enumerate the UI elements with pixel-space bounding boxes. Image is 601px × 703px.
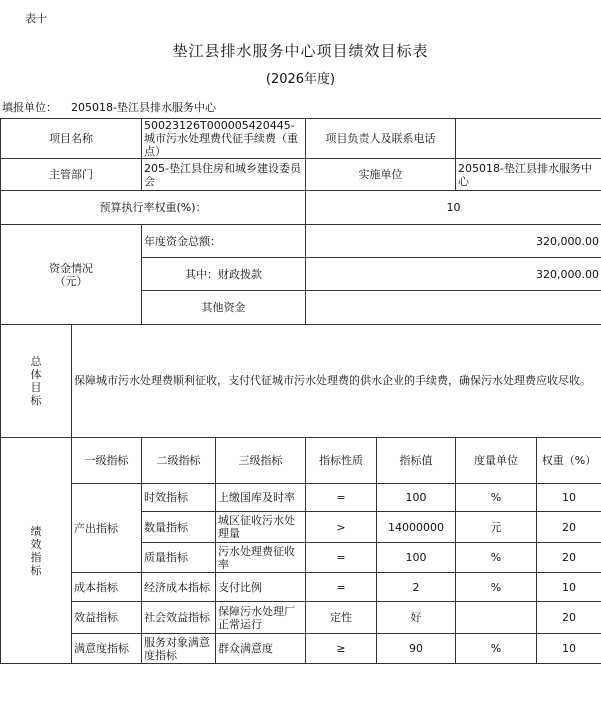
goal-row [1,325,601,438]
l2-cell: 经济成本指标 [142,573,216,602]
header-nature: 指标性质 [306,438,377,484]
leader-value [456,119,601,159]
indicator-label-char: 绩 [30,524,42,538]
l3-cell: 上缴国库及时率 [216,484,306,512]
table-row [1,602,601,634]
nature-cell: = [306,543,377,573]
funds-total-label: 年度资金总额： [142,225,306,258]
header-l1: 一级指标 [72,438,142,484]
filler-unit [2,99,216,115]
header-value: 指标值 [377,438,456,484]
leader-label: 项目负责人及联系电话 [306,119,456,159]
unit-cell: 元 [456,512,537,543]
indicator-label-char: 标 [30,563,42,577]
unit-cell [456,602,537,634]
impl-value: 205018-垫江县排水服务中心 [456,159,601,191]
value-cell: 2 [377,573,456,602]
funds-total-row [1,225,601,258]
header-weight: 权重（%） [537,438,601,484]
l3-cell: 保障污水处理厂正常运行 [216,602,306,634]
unit-cell: % [456,634,537,664]
weight-cell: 10 [537,634,601,664]
dept-label: 主管部门 [1,159,142,191]
value-cell: 90 [377,634,456,664]
nature-cell: = [306,484,377,512]
indicator-label-char: 效 [30,537,42,551]
unit-cell: % [456,573,537,602]
filler-label: 填报单位： [2,101,57,114]
funds-label [1,225,142,325]
table-row [1,634,601,664]
value-cell: 好 [377,602,456,634]
impl-label: 实施单位 [306,159,456,191]
performance-table [0,118,601,664]
indicator-label [1,438,72,664]
funds-label-line1: 资金情况 [49,261,93,275]
value-cell: 14000000 [377,512,456,543]
l3-cell: 污水处理费征收率 [216,543,306,573]
value-cell: 100 [377,484,456,512]
output-indicator-label: 产出指标 [72,484,142,573]
page-title: 垫江县排水服务中心项目绩效目标表 [172,42,429,60]
funds-other-value [306,291,601,325]
l3-cell: 支付比例 [216,573,306,602]
l2-cell: 时效指标 [142,484,216,512]
weight-cell: 10 [537,573,601,602]
indicator-label-char: 指 [30,550,42,564]
budget-weight-row [1,191,601,225]
nature-cell: ≥ [306,634,377,664]
table-row [1,573,601,602]
nature-cell: 定性 [306,602,377,634]
weight-cell: 20 [537,512,601,543]
dept-row [1,159,601,191]
l1-cell: 效益指标 [72,602,142,634]
l1-cell: 满意度指标 [72,634,142,664]
weight-cell: 10 [537,484,601,512]
dept-value: 205-垫江县住房和城乡建设委员会 [142,159,306,191]
weight-cell: 20 [537,543,601,573]
nature-cell: = [306,573,377,602]
goal-label [1,325,72,438]
unit-cell: % [456,484,537,512]
l2-cell: 质量指标 [142,543,216,573]
filler-value: 205018-垫江县排水服务中心 [71,101,216,114]
goal-label-char: 标 [30,394,42,407]
l2-cell: 服务对象满意度指标 [142,634,216,664]
l3-cell: 群众满意度 [216,634,306,664]
weight-cell: 20 [537,602,601,634]
goal-text: 保障城市污水处理费顺利征收，支付代征城市污水处理费的供水企业的手续费，确保污水处理费应收尽收。 [72,325,601,438]
project-name-label: 项目名称 [1,119,142,159]
funds-total-value: 320,000.00 [306,225,601,258]
value-cell: 100 [377,543,456,573]
header-unit: 度量单位 [456,438,537,484]
l3-cell: 城区征收污水处理量 [216,512,306,543]
project-row [1,119,601,159]
budget-weight-label: 预算执行率权重(%)： [1,191,306,225]
budget-weight-value: 10 [306,191,601,225]
table-number: 表十 [25,12,47,25]
goal-label-char: 目 [30,381,42,394]
unit-cell: % [456,543,537,573]
goal-label-char: 总 [30,355,42,368]
l2-cell: 社会效益指标 [142,602,216,634]
funds-other-label: 其他资金 [142,291,306,325]
header-l2: 二级指标 [142,438,216,484]
year-subtitle: (2026年度) [265,72,336,87]
funds-label-line2: （元） [54,274,88,288]
goal-label-char: 体 [30,368,42,381]
project-name-value: 50023126T000005420445-城市污水处理费代征手续费（重点） [142,119,306,159]
header-l3: 三级指标 [216,438,306,484]
funds-fiscal-value: 320,000.00 [306,258,601,291]
indicator-header-row [1,438,601,484]
l1-cell: 成本指标 [72,573,142,602]
nature-cell: > [306,512,377,543]
l2-cell: 数量指标 [142,512,216,543]
table-row [1,484,601,512]
funds-fiscal-label: 其中：财政拨款 [142,258,306,291]
